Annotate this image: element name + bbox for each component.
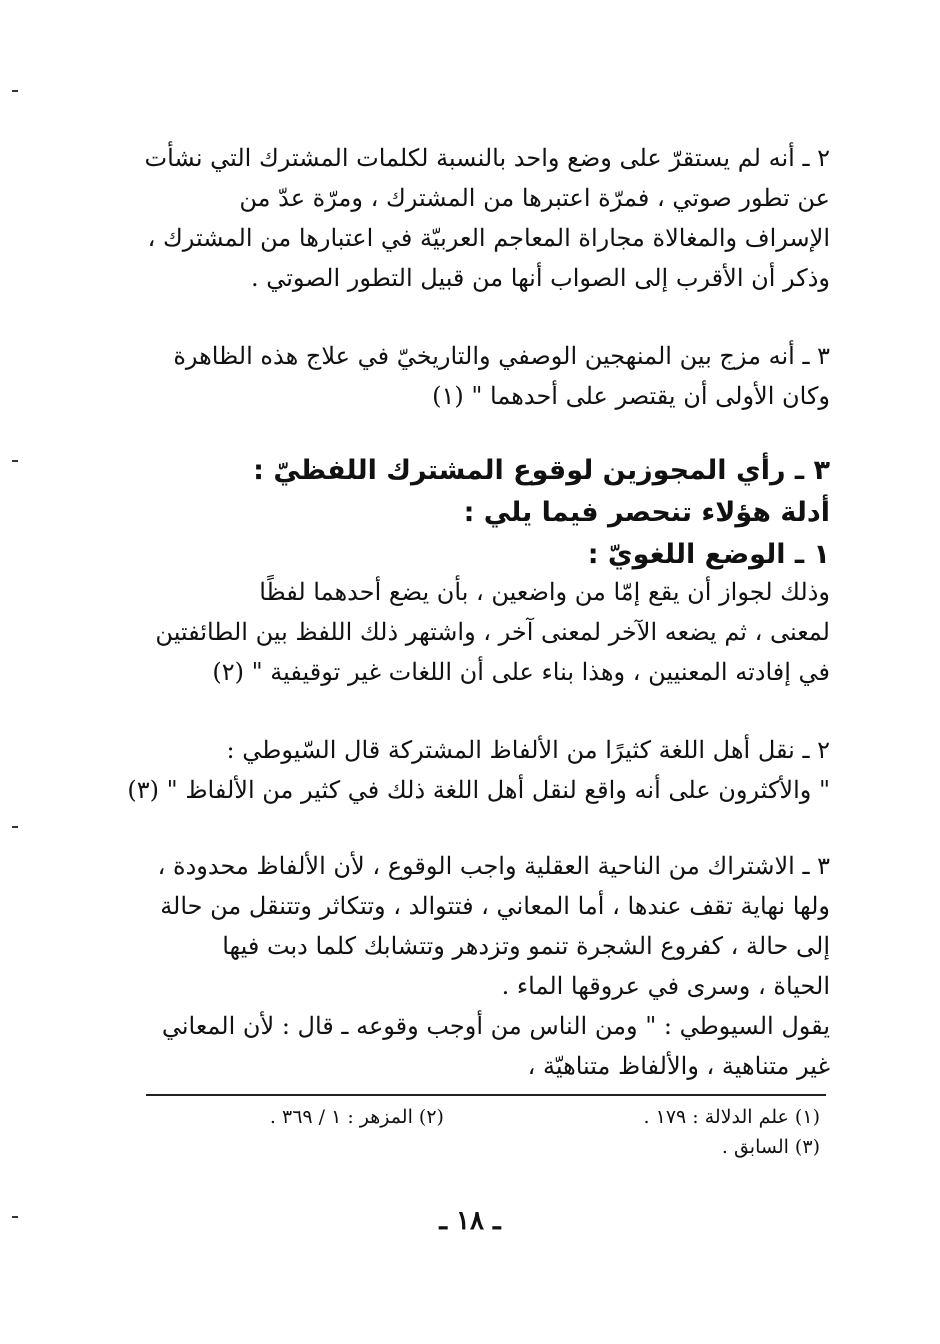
text-line: في إفادته المعنيين ، وهذا بناء على أن اللغات غير توقيفية " (٢): [212, 658, 830, 686]
text-line: يقول السيوطي : " ومن الناس من أوجب وقوعه ـ قال : لأن المعاني: [161, 1012, 830, 1040]
text-line: لمعنى ، ثم يضعه الآخر لمعنى آخر ، واشتهر ذلك اللفظ بين الطائفتين: [155, 618, 830, 646]
text-line: " والأكثرون على أنه واقع لنقل أهل اللغة ذلك في كثير من الألفاظ " (٣): [127, 776, 830, 804]
text-line: إلى حالة ، كفروع الشجرة تنمو وتزدهر وتتشابك كلما دبت فيها: [222, 932, 830, 960]
footnotes: [140, 1102, 820, 1162]
footnote-row: [140, 1132, 820, 1162]
sub-heading: أدلة هؤلاء تنحصر فيما يلي :: [463, 497, 830, 528]
footnote-row: [140, 1102, 820, 1132]
text-line: غير متناهية ، والألفاظ متناهيّة ،: [527, 1052, 830, 1080]
section-headings: [140, 450, 830, 576]
text-line: ٢ ـ نقل أهل اللغة كثيرًا من الألفاظ المشتركة قال السّيوطي :: [226, 736, 830, 764]
footnote-3: (٣) السابق .: [721, 1136, 820, 1158]
paragraph-criticism-3: [140, 336, 830, 416]
page-number: ـ ١٨ ـ: [439, 1206, 501, 1236]
footnote-2: (٢) المزهر : ١ / ٣٦٩ .: [269, 1106, 444, 1128]
text-line: ولها نهاية تقف عندها ، أما المعاني ، فتتوالد ، وتتكاثر وتتنقل من حالة: [160, 892, 830, 920]
margin-mark: [12, 1216, 18, 1218]
text-line: ٣ ـ الاشتراك من الناحية العقلية واجب الوقوع ، لأن الألفاظ محدودة ،: [157, 852, 830, 880]
text-line: وذلك لجواز أن يقع إمّا من واضعين ، بأن يضع أحدهما لفظًا: [259, 578, 830, 606]
text-line: الإسراف والمغالاة مجاراة المعاجم العربيّة في اعتبارها من المشترك ،: [147, 224, 830, 252]
text-line: ٣ ـ أنه مزج بين المنهجين الوصفي والتاريخيّ في علاج هذه الظاهرة: [173, 342, 830, 370]
text-line: وذكر أن الأقرب إلى الصواب أنها من قبيل التطور الصوتي .: [250, 264, 830, 292]
text-line: الحياة ، وسرى في عروقها الماء .: [501, 972, 830, 1000]
margin-mark: [12, 460, 18, 462]
point-heading: ١ ـ الوضع اللغويّ :: [587, 539, 830, 570]
paragraph-linguistic-origin: [140, 572, 830, 692]
text-line: وكان الأولى أن يقتصر على أحدهما " (١): [432, 382, 830, 410]
text-line: عن تطور صوتي ، فمرّة اعتبرها من المشترك ، ومرّة عدّ من: [239, 184, 830, 212]
section-heading: ٣ ـ رأي المجوزين لوقوع المشترك اللفظيّ :: [253, 455, 830, 486]
paragraph-criticism-2: [140, 138, 830, 298]
paragraph-rational-argument: [140, 846, 830, 1086]
footnote-divider: [146, 1094, 826, 1096]
margin-mark: [12, 826, 18, 828]
footnote-1: (١) علم الدلالة : ١٧٩ .: [643, 1106, 820, 1128]
margin-mark: [12, 90, 18, 92]
paragraph-transmission: [127, 730, 830, 810]
text-line: ٢ ـ أنه لم يستقرّ على وضع واحد بالنسبة لكلمات المشترك التي نشأت: [144, 144, 830, 172]
